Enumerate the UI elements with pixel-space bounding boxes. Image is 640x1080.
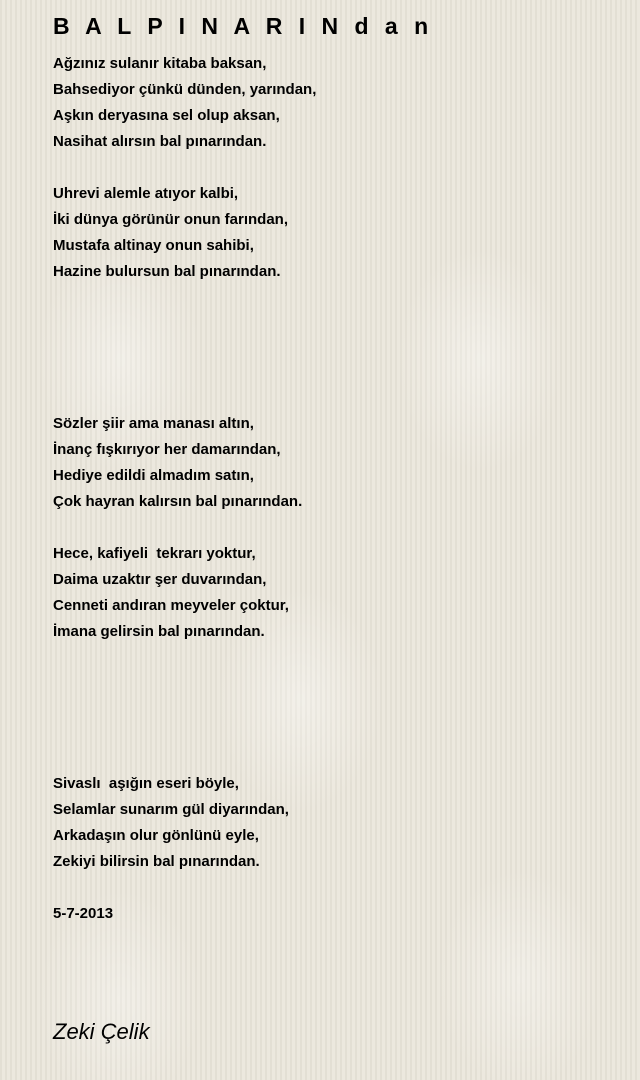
poem-line: Çok hayran kalırsın bal pınarından.: [53, 493, 303, 510]
poem-line: Hazine bulursun bal pınarından.: [53, 263, 281, 280]
poem-line: Cenneti andıran meyveler çoktur,: [53, 597, 289, 614]
poem-line: Zekiyi bilirsin bal pınarından.: [53, 853, 260, 870]
stanza-2: [53, 181, 288, 285]
poem-line: İmana gelirsin bal pınarından.: [53, 623, 265, 640]
poem-line: Ağzınız sulanır kitaba baksan,: [53, 55, 267, 72]
poem-line: Sivaslı aşığın eseri böyle,: [53, 775, 239, 792]
poem-line: Nasihat alırsın bal pınarından.: [53, 133, 267, 150]
poem-line: Uhrevi alemle atıyor kalbi,: [53, 185, 239, 202]
poem-line: İki dünya görünür onun farından,: [53, 211, 288, 228]
poem-line: Aşkın deryasına sel olup aksan,: [53, 107, 280, 124]
poem-date: 5-7-2013: [53, 905, 114, 922]
stanza-5: [53, 771, 289, 875]
stanza-4: [53, 541, 289, 645]
poem-line: Hece, kafiyeli tekrarı yoktur,: [53, 545, 256, 562]
poem-author: Zeki Çelik: [53, 1019, 150, 1044]
poem-line: Mustafa altinay onun sahibi,: [53, 237, 254, 254]
poem-line: Selamlar sunarım gül diyarından,: [53, 801, 289, 818]
stanza-3: [53, 411, 302, 515]
poem-line: Daima uzaktır şer duvarından,: [53, 571, 267, 588]
poem-title: B A L P I N A R I N d a n: [53, 13, 434, 39]
stanza-1: [53, 51, 316, 155]
poem-line: Sözler şiir ama manası altın,: [53, 415, 254, 432]
poem-line: Arkadaşın olur gönlünü eyle,: [53, 827, 259, 844]
poem-line: Hediye edildi almadım satın,: [53, 467, 254, 484]
poem-line: İnanç fışkırıyor her damarından,: [53, 441, 281, 458]
poem-line: Bahsediyor çünkü dünden, yarından,: [53, 81, 317, 98]
